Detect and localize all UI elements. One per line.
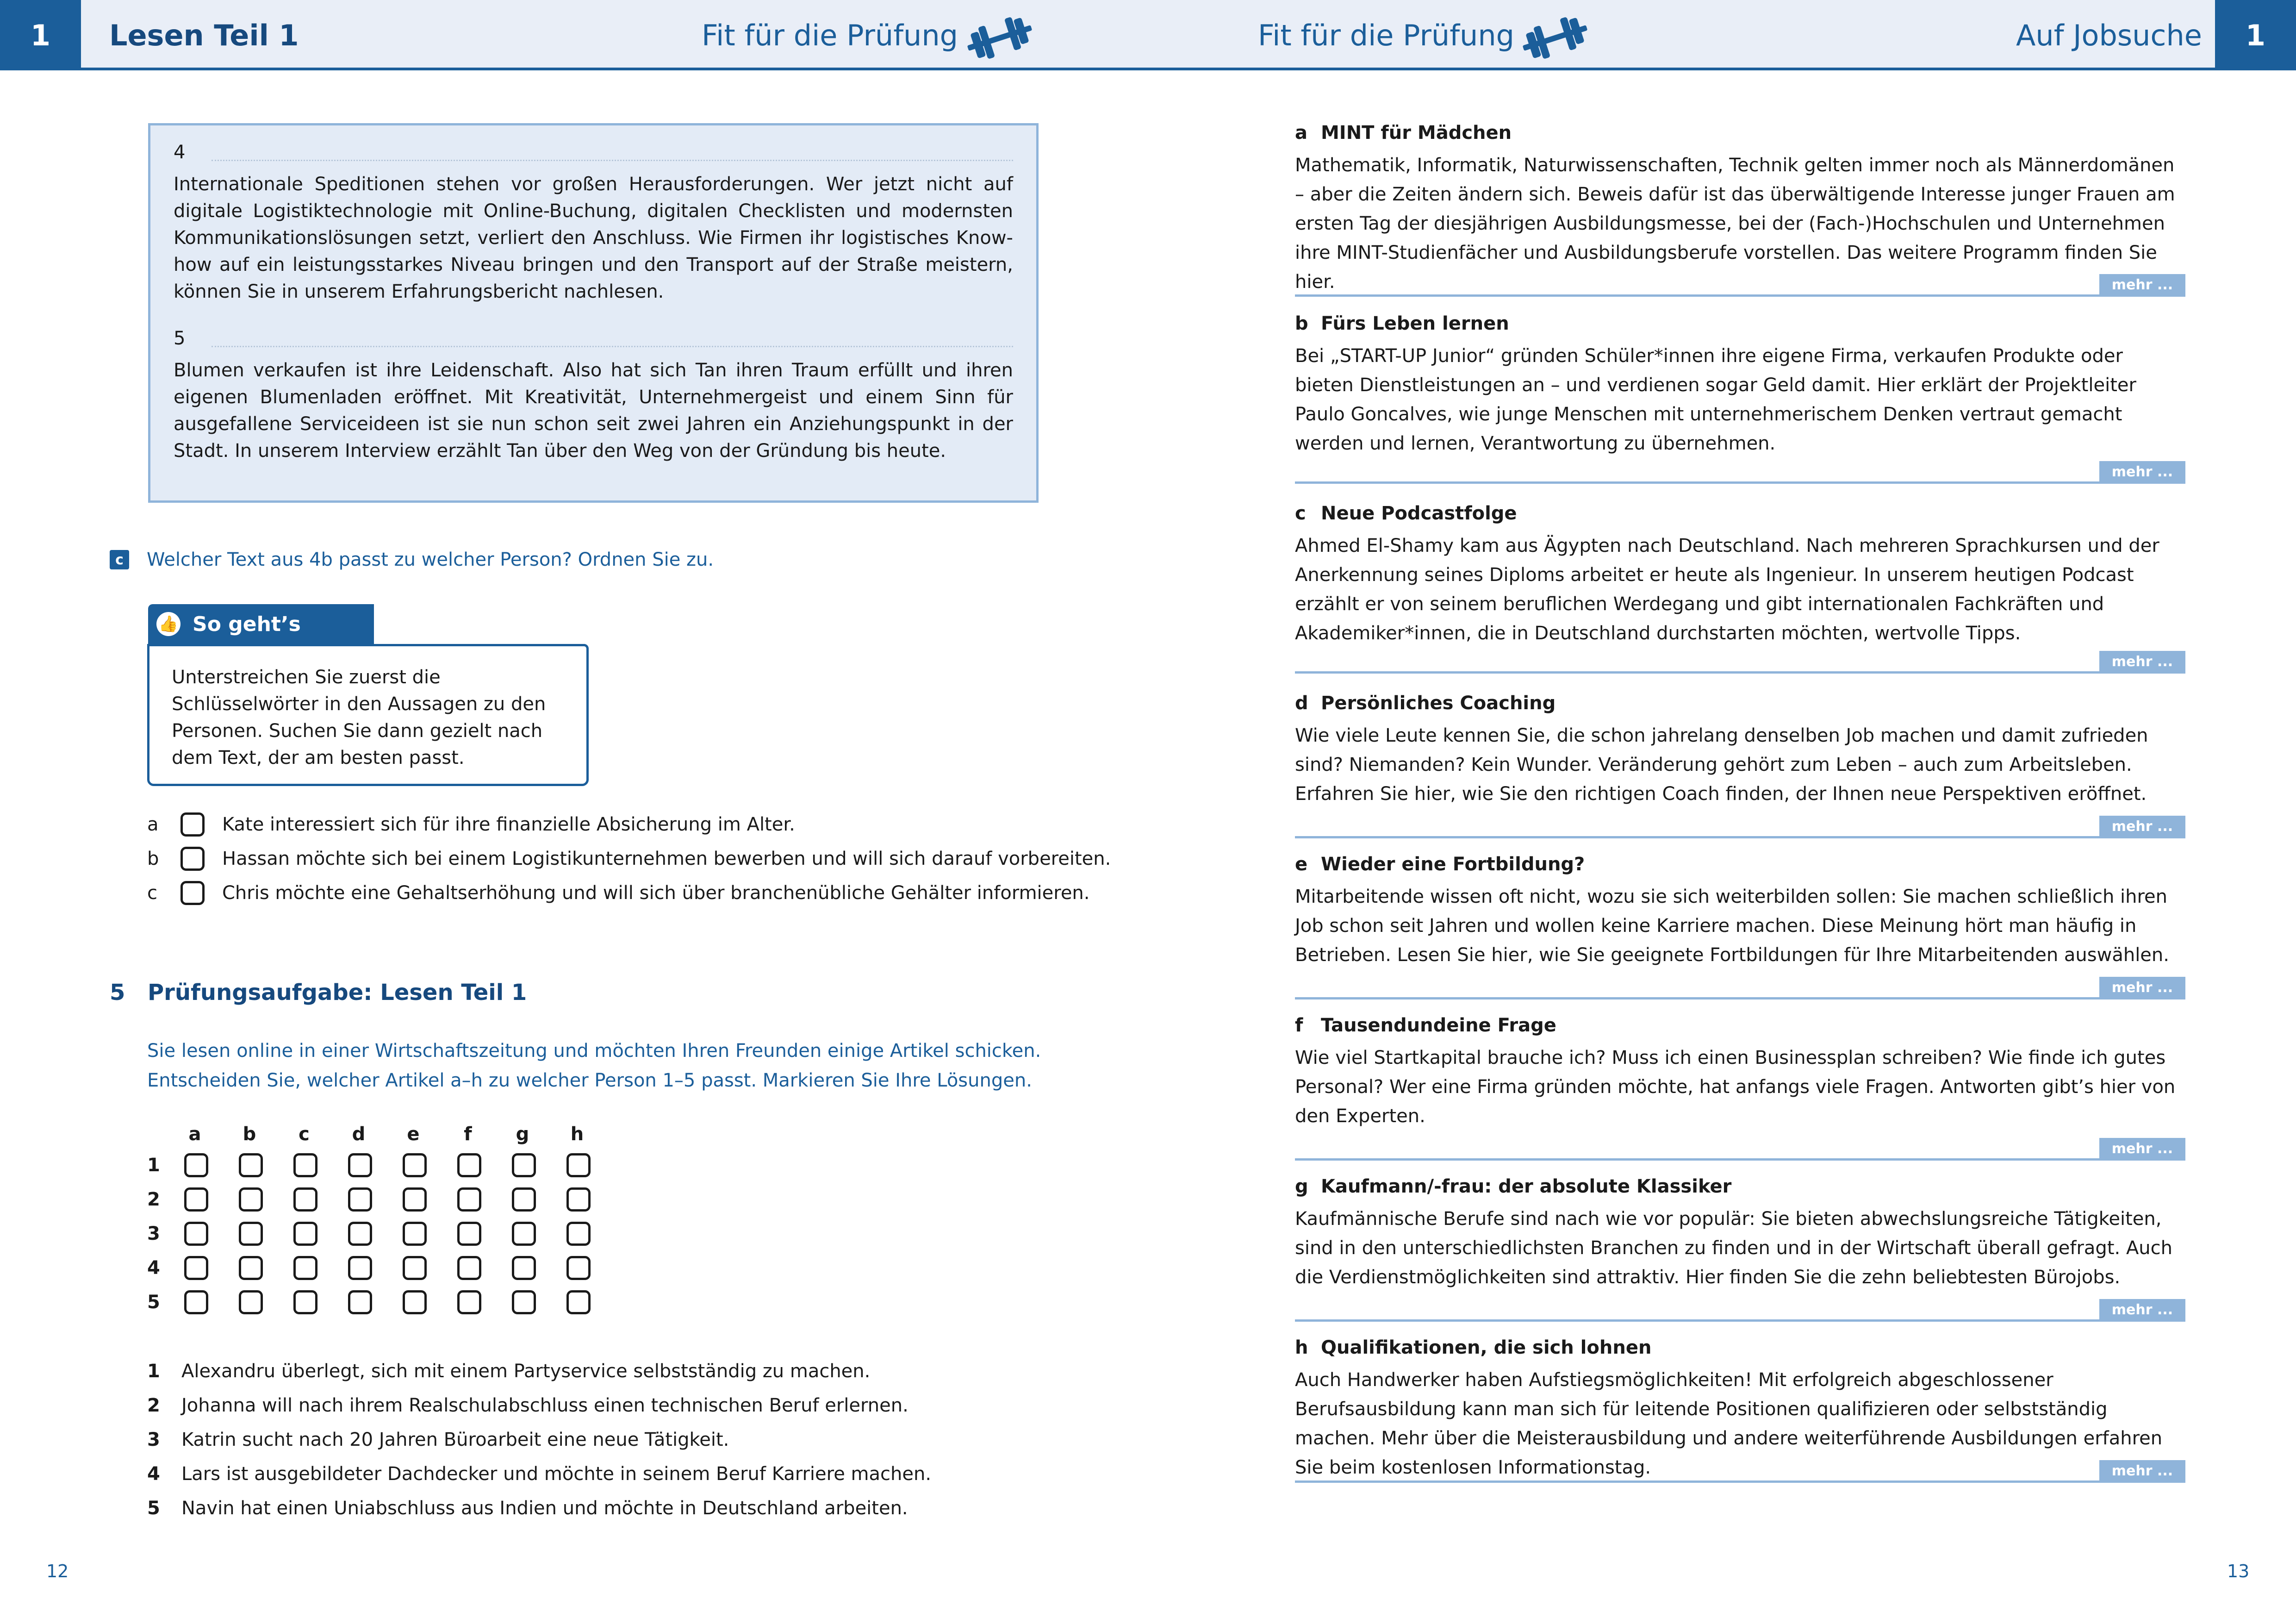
- article-b: [1295, 312, 2185, 502]
- grid-checkbox[interactable]: [457, 1290, 481, 1314]
- grid-checkbox[interactable]: [184, 1187, 208, 1212]
- option-row: [147, 847, 1111, 871]
- article-text: Bei „START-UP Junior“ gründen Schüler*innen ihre eigene Firma, verkaufen Produkte oder bieten Dienstleistungen an – und verdienen sogar Geld damit. Hier erklärt der Projektleiter Paulo Goncalves, wie junge Menschen mit unternehmerischem Denken vertraut gemacht werden und lernen, Verantwortung zu übernehmen.: [1295, 345, 2136, 454]
- article-letter: e: [1295, 854, 1308, 875]
- more-link[interactable]: mehr ...: [2099, 816, 2185, 837]
- person-number: 2: [147, 1395, 160, 1416]
- header-center-left: Fit für die Prüfung: [702, 19, 958, 52]
- grid-row-label: 2: [147, 1189, 160, 1210]
- person-number: 4: [147, 1463, 160, 1485]
- article-g: [1295, 1175, 2185, 1336]
- grid-checkbox[interactable]: [293, 1153, 317, 1177]
- article-heading: [1295, 1336, 2185, 1359]
- grid-checkbox[interactable]: [293, 1222, 317, 1246]
- article-h: [1295, 1336, 2185, 1497]
- person-text: Navin hat einen Uniabschluss aus Indien und möchte in Deutschland arbeiten.: [181, 1498, 908, 1519]
- instruction-line: Entscheiden Sie, welcher Artikel a–h zu welcher Person 1–5 passt. Markieren Sie Ihre Lösungen.: [147, 1070, 1032, 1091]
- grid-column-label: f: [464, 1124, 472, 1145]
- header-center-right: Fit für die Prüfung: [1258, 19, 1515, 52]
- grid-checkbox[interactable]: [293, 1290, 317, 1314]
- grid-checkbox[interactable]: [566, 1153, 591, 1177]
- grid-checkbox[interactable]: [348, 1222, 372, 1246]
- article-heading: [1295, 1175, 2185, 1198]
- grid-column-label: e: [407, 1124, 420, 1145]
- text-box-4b: [148, 123, 1039, 503]
- grid-checkbox[interactable]: [184, 1153, 208, 1177]
- chapter-number-right: 1: [2215, 0, 2296, 70]
- article-letter: f: [1295, 1015, 1303, 1036]
- chapter-number-left: 1: [0, 0, 81, 70]
- tip-box: Unterstreichen Sie zuerst die Schlüsselwörter in den Aussagen zu den Personen. Suchen Sie dann gezielt nach dem Text, der am besten passt.: [147, 644, 589, 786]
- grid-checkbox[interactable]: [403, 1187, 427, 1212]
- grid-column-label: g: [516, 1124, 529, 1145]
- tip-title: So geht’s: [193, 612, 301, 636]
- article-f: [1295, 1014, 2185, 1175]
- section-5-instructions: [147, 1036, 1041, 1095]
- task-c: [110, 549, 714, 570]
- grid-column-headers: [184, 1120, 621, 1148]
- more-link[interactable]: mehr ...: [2099, 461, 2185, 482]
- grid-column-label: c: [299, 1124, 310, 1145]
- grid-row-label: 1: [147, 1155, 160, 1176]
- article-text: Wie viel Startkapital brauche ich? Muss ich einen Businessplan schreiben? Wie finde ich gutes Personal? Wer eine Firma gründen möchte, hat anfangs viele Fragen. Antworten gibt’s hier von den Experten.: [1295, 1047, 2176, 1127]
- person-text: Alexandru überlegt, sich mit einem Partyservice selbstständig zu machen.: [181, 1361, 871, 1382]
- grid-checkbox[interactable]: [348, 1187, 372, 1212]
- grid-checkbox[interactable]: [293, 1187, 317, 1212]
- grid-checkbox[interactable]: [403, 1222, 427, 1246]
- answer-checkbox[interactable]: [180, 812, 205, 837]
- grid-checkbox[interactable]: [239, 1290, 263, 1314]
- grid-checkbox[interactable]: [512, 1153, 536, 1177]
- article-title: Persönliches Coaching: [1321, 693, 1556, 714]
- section-number: 5: [110, 980, 125, 1006]
- grid-checkbox[interactable]: [239, 1256, 263, 1280]
- article-letter: a: [1295, 122, 1307, 144]
- article-letter: h: [1295, 1337, 1308, 1358]
- article-list: [1295, 121, 2185, 1497]
- grid-checkbox[interactable]: [566, 1187, 591, 1212]
- article-title: Wieder eine Fortbildung?: [1321, 854, 1585, 875]
- article-title: Qualifikationen, die sich lohnen: [1321, 1337, 1652, 1358]
- grid-body: [147, 1148, 621, 1319]
- option-text: Kate interessiert sich für ihre finanzielle Absicherung im Alter.: [222, 814, 795, 835]
- text-paragraph: Internationale Speditionen stehen vor großen Herausforderungen. Wer jetzt nicht auf digitale Logistiktechnologie mit Online-Buchung, digitalen Checklisten und modernsten Kommunikationslösungen setzt, verliert den Anschluss. Wie Firmen ihr logistisches Know-how auf ein leistungsstarkes Niveau bringen und den Transport auf der Straße meistern, können Sie in unserem Erfahrungsbericht nachlesen.: [174, 174, 1013, 302]
- article-heading: [1295, 121, 2185, 144]
- section-5-heading: [110, 980, 527, 1006]
- article-letter: c: [1295, 503, 1306, 524]
- option-letter: c: [147, 882, 157, 904]
- grid-checkbox[interactable]: [348, 1256, 372, 1280]
- answer-grid: [147, 1120, 621, 1319]
- tip-header: [148, 604, 374, 644]
- article-divider: [1295, 1319, 2185, 1322]
- article-d: [1295, 692, 2185, 853]
- page-number-left: 12: [46, 1561, 69, 1581]
- person-item: [147, 1388, 931, 1423]
- grid-checkbox[interactable]: [184, 1290, 208, 1314]
- grid-column-label: d: [352, 1124, 366, 1145]
- article-text: Kaufmännische Berufe sind nach wie vor populär: Sie bieten abwechslungsreiche Tätigkeiten, sind in den unterschiedlichsten Branchen zu finden und in der Wirtschaft überall gefragt. Auch die Verdienstmöglichkeiten sind attraktiv. Hier finden Sie die zehn beliebtesten Bürojobs.: [1295, 1208, 2172, 1288]
- grid-checkbox[interactable]: [457, 1256, 481, 1280]
- person-text: Johanna will nach ihrem Realschulabschluss einen technischen Beruf erlernen.: [181, 1395, 908, 1416]
- grid-row: [147, 1148, 621, 1182]
- option-text: Chris möchte eine Gehaltserhöhung und will sich über branchenübliche Gehälter informieren.: [222, 882, 1090, 904]
- article-title: Tausendundeine Frage: [1321, 1015, 1556, 1036]
- article-c: [1295, 502, 2185, 692]
- section-title: Prüfungsaufgabe: Lesen Teil 1: [148, 980, 527, 1006]
- article-heading: [1295, 853, 2185, 876]
- grid-checkbox[interactable]: [348, 1290, 372, 1314]
- grid-checkbox[interactable]: [239, 1153, 263, 1177]
- text-number: 4: [174, 143, 1013, 162]
- article-text: Ahmed El-Shamy kam aus Ägypten nach Deutschland. Nach mehreren Sprachkursen und der Anerkennung seines Diploms arbeitet er heute als Ingenieur. In unserem heutigen Podcast erzählt er von seinem beruflichen Werdegang und gibt internationalen Fachkräften und Akademiker*innen, die in Deutschland durchstarten möchten, wertvolle Tipps.: [1295, 535, 2159, 644]
- article-a: [1295, 121, 2185, 312]
- article-divider: [1295, 997, 2185, 999]
- grid-checkbox[interactable]: [239, 1187, 263, 1212]
- article-heading: [1295, 502, 2185, 525]
- article-text: Mitarbeitende wissen oft nicht, wozu sie sich weiterbilden sollen: Sie machen schließlich ihren Job schon seit Jahren und wollen keine Karriere machen. Diese Meinung hört man häufig in Betrieben. Lesen Sie hier, wie Sie geeignete Fortbildungen für Ihre Mitarbeitenden auswählen.: [1295, 886, 2169, 966]
- option-text: Hassan möchte sich bei einem Logistikunternehmen bewerben und will sich darauf vorbereiten.: [222, 848, 1111, 869]
- grid-checkbox[interactable]: [566, 1256, 591, 1280]
- instruction-line: Sie lesen online in einer Wirtschaftszeitung und möchten Ihren Freunden einige Artikel schicken.: [147, 1040, 1041, 1062]
- grid-checkbox[interactable]: [512, 1290, 536, 1314]
- grid-checkbox[interactable]: [566, 1290, 591, 1314]
- more-link[interactable]: mehr ...: [2099, 1299, 2185, 1320]
- thumbs-up-icon: 👍: [156, 612, 180, 636]
- article-text: Auch Handwerker haben Aufstiegsmöglichkeiten! Mit erfolgreich abgeschlossener Berufsausbildung kann man sich für leitende Positionen qualifizieren oder selbstständig machen. Mehr über die Meisterausbildung und andere weiterführende Ausbildungen erfahren Sie beim kostenlosen Informationstag.: [1295, 1369, 2163, 1478]
- task-instruction: Welcher Text aus 4b passt zu welcher Person? Ordnen Sie zu.: [147, 549, 714, 570]
- grid-checkbox[interactable]: [566, 1222, 591, 1246]
- article-letter: d: [1295, 693, 1308, 714]
- grid-row: [147, 1217, 621, 1251]
- grid-checkbox[interactable]: [348, 1153, 372, 1177]
- article-heading: [1295, 692, 2185, 715]
- page-number-right: 13: [2227, 1561, 2250, 1581]
- option-row: [147, 812, 795, 837]
- person-item: [147, 1457, 931, 1491]
- section-title-left: Lesen Teil 1: [109, 19, 299, 52]
- person-item: [147, 1491, 931, 1525]
- task-letter-badge: c: [110, 550, 129, 569]
- article-divider: [1295, 294, 2185, 297]
- article-title: Fürs Leben lernen: [1321, 313, 1509, 334]
- article-text: Wie viele Leute kennen Sie, die schon jahrelang denselben Job machen und damit zufrieden sind? Niemanden? Kein Wunder. Veränderung gehört zum Leben – auch zum Arbeitsleben. Erfahren Sie hier, wie Sie den richtigen Coach finden, der Ihnen neue Perspektiven eröffnet.: [1295, 725, 2148, 805]
- grid-checkbox[interactable]: [512, 1222, 536, 1246]
- more-link[interactable]: mehr ...: [2099, 1460, 2185, 1481]
- grid-checkbox[interactable]: [184, 1222, 208, 1246]
- grid-row: [147, 1285, 621, 1319]
- option-letter: a: [147, 814, 159, 835]
- dumbbell-icon: [1518, 14, 1592, 62]
- person-number: 5: [147, 1498, 160, 1519]
- grid-checkbox[interactable]: [512, 1187, 536, 1212]
- article-divider: [1295, 836, 2185, 838]
- page-header: [0, 0, 2296, 70]
- article-e: [1295, 853, 2185, 1014]
- article-divider: [1295, 1158, 2185, 1161]
- grid-column-label: b: [243, 1124, 256, 1145]
- grid-checkbox[interactable]: [512, 1256, 536, 1280]
- article-title: Neue Podcastfolge: [1321, 503, 1517, 524]
- grid-row: [147, 1182, 621, 1217]
- grid-column-label: a: [188, 1124, 201, 1145]
- dumbbell-icon: [963, 14, 1037, 62]
- more-link[interactable]: mehr ...: [2099, 977, 2185, 998]
- more-link[interactable]: mehr ...: [2099, 1138, 2185, 1159]
- article-divider: [1295, 1480, 2185, 1483]
- grid-row-label: 5: [147, 1292, 160, 1313]
- person-text: Katrin sucht nach 20 Jahren Büroarbeit eine neue Tätigkeit.: [181, 1429, 729, 1450]
- person-item: [147, 1354, 931, 1388]
- article-heading: [1295, 312, 2185, 335]
- grid-checkbox[interactable]: [457, 1187, 481, 1212]
- option-row: [147, 881, 1090, 905]
- grid-checkbox[interactable]: [184, 1256, 208, 1280]
- grid-checkbox[interactable]: [457, 1153, 481, 1177]
- article-text: Mathematik, Informatik, Naturwissenschaften, Technik gelten immer noch als Männerdomänen – aber die Zeiten ändern sich. Beweis dafür ist das überwältigende Interesse junger Frauen am ersten Tag der diesjährigen Ausbildungsmesse, bei der (Fach-)Hochschulen und Unternehmen ihre MINT-Studienfächer und Ausbildungsberufe vorstellen. Das weitere Programm finden Sie hier.: [1295, 155, 2175, 293]
- answer-checkbox[interactable]: [180, 881, 205, 905]
- grid-checkbox[interactable]: [403, 1256, 427, 1280]
- text-item: [174, 329, 1013, 464]
- section-title-right: Auf Jobsuche: [2016, 19, 2202, 52]
- grid-checkbox[interactable]: [457, 1222, 481, 1246]
- grid-checkbox[interactable]: [403, 1290, 427, 1314]
- article-letter: b: [1295, 313, 1308, 334]
- more-link[interactable]: mehr ...: [2099, 651, 2185, 672]
- article-letter: g: [1295, 1176, 1308, 1197]
- grid-row-label: 4: [147, 1257, 160, 1279]
- person-number: 3: [147, 1429, 160, 1450]
- text-number: 5: [174, 329, 1013, 348]
- grid-row-label: 3: [147, 1223, 160, 1244]
- article-title: MINT für Mädchen: [1321, 122, 1512, 144]
- option-letter: b: [147, 848, 159, 869]
- person-number: 1: [147, 1361, 160, 1382]
- grid-row: [147, 1251, 621, 1285]
- article-divider: [1295, 481, 2185, 484]
- more-link[interactable]: mehr ...: [2099, 274, 2185, 295]
- article-divider: [1295, 671, 2185, 674]
- person-item: [147, 1423, 931, 1457]
- grid-checkbox[interactable]: [293, 1256, 317, 1280]
- text-paragraph: Blumen verkaufen ist ihre Leidenschaft. Also hat sich Tan ihren Traum erfüllt und ihren eigenen Blumenladen eröffnet. Mit Kreativität, Unternehmergeist und einem Sinn für ausgefallene Serviceideen ist sie nun schon seit zwei Jahren ein Anziehungspunkt in der Stadt. In unserem Interview erzählt Tan über den Weg von der Gründung bis heute.: [174, 360, 1013, 462]
- answer-checkbox[interactable]: [180, 847, 205, 871]
- person-text: Lars ist ausgebildeter Dachdecker und möchte in seinem Beruf Karriere machen.: [181, 1463, 932, 1485]
- article-title: Kaufmann/-frau: der absolute Klassiker: [1321, 1176, 1732, 1197]
- grid-checkbox[interactable]: [239, 1222, 263, 1246]
- person-list: [147, 1354, 931, 1525]
- text-item: [174, 143, 1013, 305]
- grid-column-label: h: [570, 1124, 584, 1145]
- grid-checkbox[interactable]: [403, 1153, 427, 1177]
- article-heading: [1295, 1014, 2185, 1037]
